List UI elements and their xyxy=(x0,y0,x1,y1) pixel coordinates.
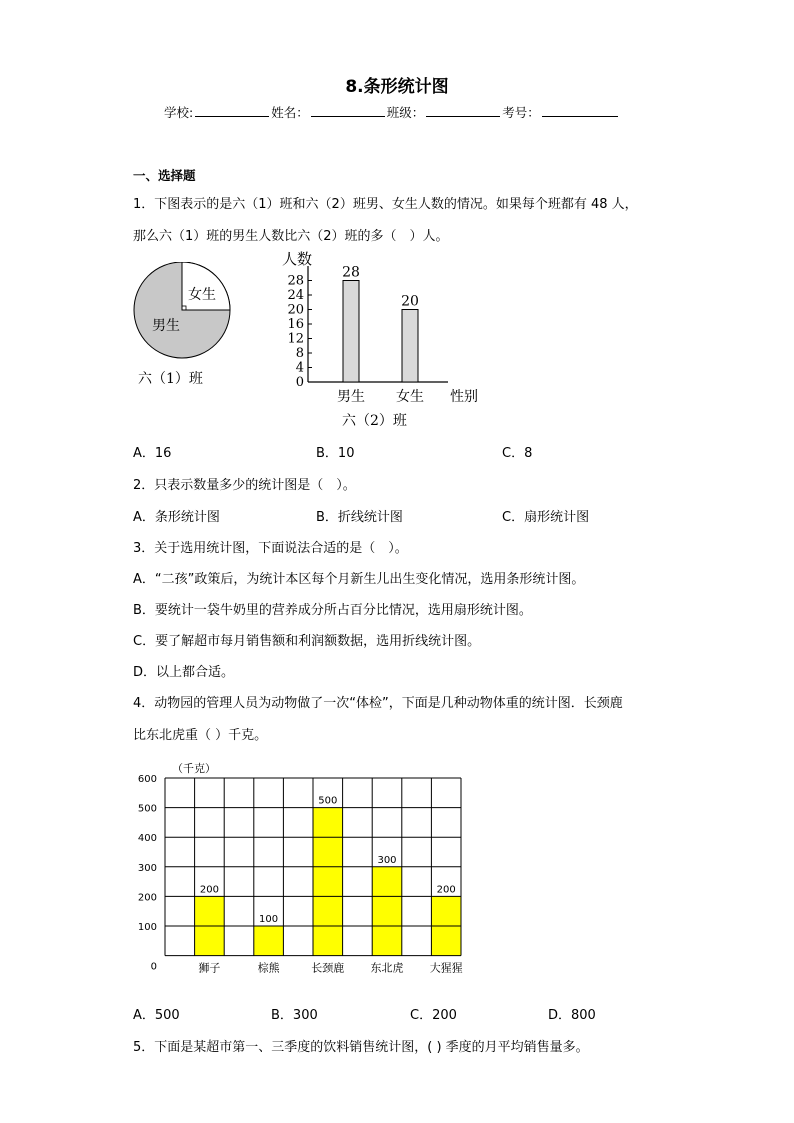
chart2-value-label: 100 xyxy=(259,914,279,925)
chart1-category-label: 男生 xyxy=(337,389,365,405)
chart2-tick-label: 600 xyxy=(137,774,157,785)
chart2-category-label: 棕熊 xyxy=(257,961,280,975)
chart1-bars xyxy=(342,265,419,383)
pie-caption: 六（1）班 xyxy=(138,371,203,387)
q5-stem: 5．下面是某超市第一、三季度的饮料销售统计图，( ) 季度的月平均销售量多。 xyxy=(133,1040,589,1055)
chart1-tick-label: 12 xyxy=(287,331,304,347)
chart2-y-ticks xyxy=(138,774,157,973)
q1-stem-line1: 1．下图表示的是六（1）班和六（2）班男、女生人数的情况。如果每个班都有 48 人， xyxy=(133,197,638,212)
chart2-value-label: 500 xyxy=(318,795,338,807)
chart2-value-label: 200 xyxy=(199,884,219,896)
chart2-tick-label: 0 xyxy=(150,961,157,973)
chart1-categories xyxy=(337,388,424,405)
chart1-category-label: 女生 xyxy=(396,389,424,405)
q4-option-b[interactable]: B．300 xyxy=(271,1008,318,1023)
chart2-tick-label: 100 xyxy=(137,922,157,933)
q2-option-b[interactable]: B．折线统计图 xyxy=(316,510,403,525)
chart2-category-label: 狮子 xyxy=(198,961,221,975)
chart2-value-label: 300 xyxy=(377,854,397,866)
class2-bar-chart xyxy=(276,244,496,430)
chart2-categories xyxy=(198,961,462,975)
name-label: 姓名： xyxy=(271,105,309,120)
school-blank[interactable] xyxy=(195,104,269,117)
q4-stem-line1: 4．动物园的管理人员为动物做了一次“体检”，下面是几种动物体重的统计图．长颈鹿 xyxy=(133,696,623,711)
q4-option-a[interactable]: A．500 xyxy=(133,1008,180,1023)
chart1-value-label: 28 xyxy=(342,264,360,281)
q1-option-b[interactable]: B．10 xyxy=(316,446,355,461)
chart2-y-unit: （千克） xyxy=(172,762,216,775)
school-label: 学校: xyxy=(164,105,194,120)
chart1-tick-label: 8 xyxy=(295,346,304,361)
chart1-x-label: 性别 xyxy=(450,389,478,405)
chart1-axes xyxy=(308,266,448,382)
chart2-category-label: 大猩猩 xyxy=(429,961,463,975)
chart2-tick-label: 300 xyxy=(137,862,157,874)
class-label: 班级： xyxy=(386,105,425,120)
q4-option-d[interactable]: D．800 xyxy=(548,1008,596,1023)
chart2-value-label: 200 xyxy=(436,884,456,896)
chart2-category-label: 长颈鹿 xyxy=(311,961,345,975)
animal-weight-bar-chart xyxy=(128,760,478,982)
pie-label-boys: 男生 xyxy=(152,318,180,334)
chart1-tick-label: 0 xyxy=(295,375,304,390)
chart1-bar xyxy=(402,310,418,383)
pie-label-girls: 女生 xyxy=(188,287,216,303)
student-info-line xyxy=(164,103,620,121)
chart2-tick-label: 200 xyxy=(137,892,157,904)
q3-option-b[interactable]: B．要统计一袋牛奶里的营养成分所占百分比情况，选用扇形统计图。 xyxy=(133,603,532,618)
q1-option-a[interactable]: A．16 xyxy=(133,446,172,461)
exam-no-blank[interactable] xyxy=(542,104,618,117)
q4-option-c[interactable]: C．200 xyxy=(410,1008,457,1023)
chart1-bar xyxy=(343,281,359,383)
q4-stem-line2: 比东北虎重（ ）千克。 xyxy=(133,728,268,743)
chart1-y-label: 人数 xyxy=(282,250,313,268)
pie-chart xyxy=(128,262,238,392)
q3-option-c[interactable]: C．要了解超市每月销售额和利润额数据，选用折线统计图。 xyxy=(133,634,481,649)
chart2-bar xyxy=(372,867,402,956)
q3-option-d[interactable]: D．以上都合适。 xyxy=(133,665,235,680)
q2-stem: 2．只表示数量多少的统计图是（ ）。 xyxy=(133,478,356,493)
q3-stem: 3．关于选用统计图，下面说法合适的是（ ）。 xyxy=(133,541,408,556)
chart1-title: 六（2）班 xyxy=(342,413,407,429)
chart2-bar xyxy=(313,808,343,956)
chart1-value-label: 20 xyxy=(401,293,419,310)
q2-option-c[interactable]: C．扇形统计图 xyxy=(502,510,590,525)
page-title: 8.条形统计图 xyxy=(345,77,449,97)
class-blank[interactable] xyxy=(426,104,500,117)
q1-option-c[interactable]: C．8 xyxy=(502,446,533,461)
q3-option-a[interactable]: A．“二孩”政策后，为统计本区每个月新生儿出生变化情况，选用条形统计图。 xyxy=(133,572,585,587)
section-heading: 一、选择题 xyxy=(133,168,196,183)
chart1-tick-label: 20 xyxy=(287,302,304,318)
chart2-tick-label: 400 xyxy=(137,833,157,845)
chart1-tick-label: 24 xyxy=(287,288,304,303)
chart1-tick-label: 28 xyxy=(287,273,304,289)
chart2-bar xyxy=(254,926,284,956)
q2-option-a[interactable]: A．条形统计图 xyxy=(133,510,220,525)
chart1-tick-label: 16 xyxy=(287,317,304,332)
q1-stem-line2: 那么六（1）班的男生人数比六（2）班的多（ ）人。 xyxy=(133,229,449,244)
chart2-category-label: 东北虎 xyxy=(370,961,404,975)
exam-no-label: 考号： xyxy=(502,105,540,120)
name-blank[interactable] xyxy=(311,104,385,117)
chart2-tick-label: 500 xyxy=(137,803,157,815)
chart1-tick-label: 4 xyxy=(295,360,304,376)
